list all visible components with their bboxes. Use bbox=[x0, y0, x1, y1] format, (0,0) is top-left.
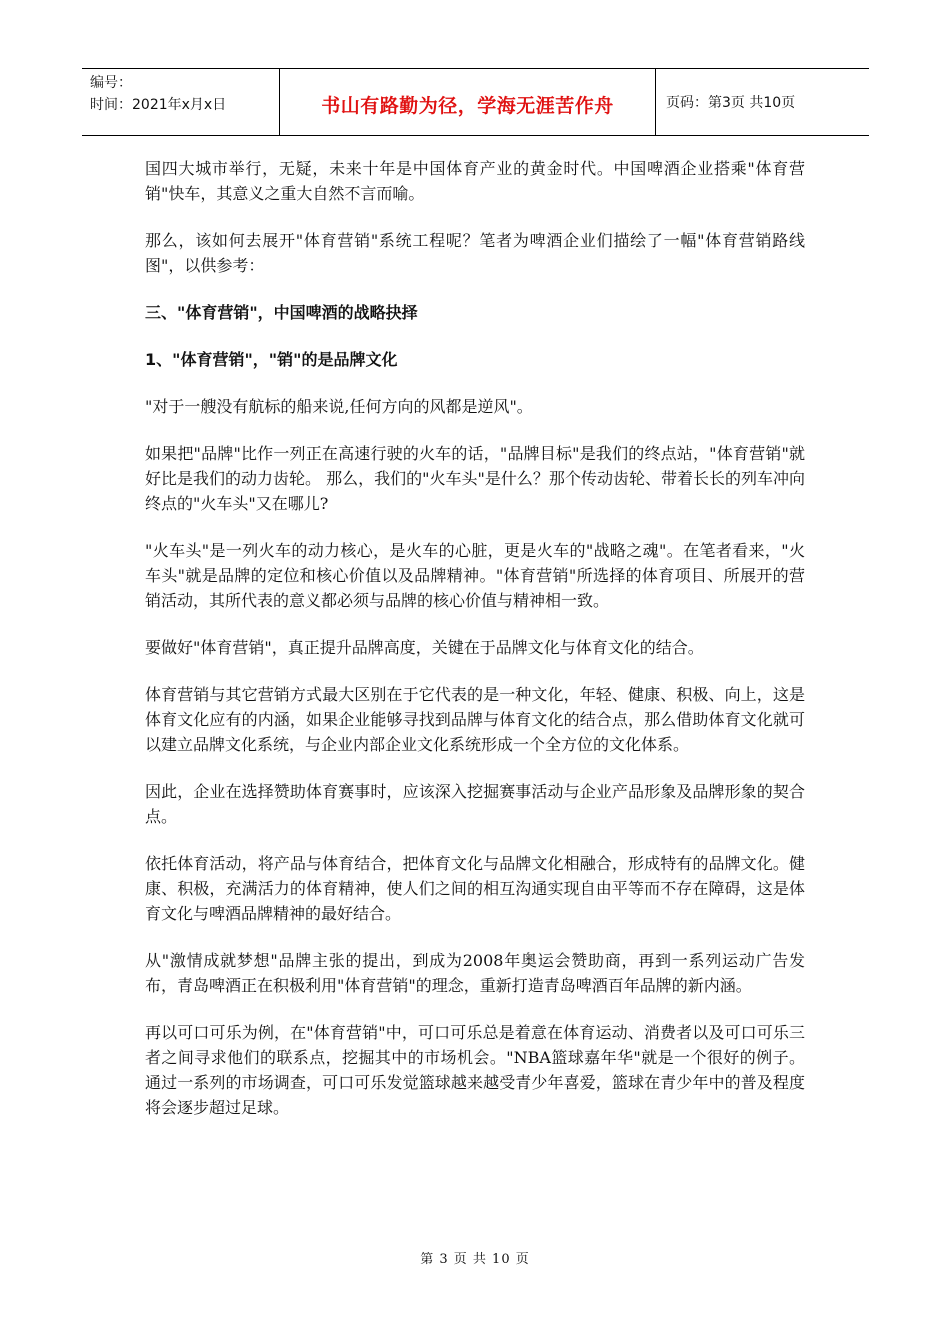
paragraph: 从"激情成就梦想"品牌主张的提出，到成为2008年奥运会赞助商，再到一系列运动广告发布，青岛啤酒正在积极利用"体育营销"的理念，重新打造青岛啤酒百年品牌的新内涵。 bbox=[145, 951, 805, 995]
header-motto-cell bbox=[280, 69, 656, 135]
document-body bbox=[145, 156, 805, 1142]
subsection-heading: 1、"体育营销"，"销"的是品牌文化 bbox=[145, 350, 398, 369]
header-page-info: 页码：第3页 共10页 bbox=[666, 95, 796, 111]
paragraph: 再以可口可乐为例，在"体育营销"中，可口可乐总是着意在体育运动、消费者以及可口可乐三者之间寻求他们的联系点，挖掘其中的市场机会。"NBA篮球嘉年华"就是一个很好的例子。通过一系列的市场调查，可口可乐发觉篮球越来越受青少年喜爱，篮球在青少年中的普及程度将会逐步超过足球。 bbox=[145, 1023, 805, 1117]
paragraph: 要做好"体育营销"，真正提升品牌高度，关键在于品牌文化与体育文化的结合。 bbox=[145, 638, 704, 657]
paragraph: 因此，企业在选择赞助体育赛事时，应该深入挖掘赛事活动与企业产品形象及品牌形象的契合点。 bbox=[145, 782, 805, 826]
paragraph: 如果把"品牌"比作一列正在高速行驶的火车的话，"品牌目标"是我们的终点站，"体育营销"就好比是我们的动力齿轮。 那么，我们的"火车头"是什么？那个传动齿轮、带着长长的列车冲向终点的"火车头"又在哪儿? bbox=[145, 444, 805, 513]
page-footer: 第 3 页 共 10 页 bbox=[420, 1252, 530, 1267]
page-header bbox=[82, 68, 869, 136]
document-time-label: 时间：2021年x月x日 bbox=[90, 97, 227, 113]
header-meta bbox=[82, 69, 280, 135]
header-page-info-cell bbox=[656, 69, 869, 135]
header-motto: 书山有路勤为径，学海无涯苦作舟 bbox=[321, 94, 614, 117]
paragraph: "火车头"是一列火车的动力核心，是火车的心脏，更是火车的"战略之魂"。在笔者看来，"火车头"就是品牌的定位和核心价值以及品牌精神。"体育营销"所选择的体育项目、所展开的营销活动，其所代表的意义都必须与品牌的核心价值与精神相一致。 bbox=[145, 541, 805, 610]
section-heading: 三、"体育营销"，中国啤酒的战略抉择 bbox=[145, 303, 418, 322]
paragraph: "对于一艘没有航标的船来说,任何方向的风都是逆风"。 bbox=[145, 397, 533, 416]
paragraph: 国四大城市举行，无疑，未来十年是中国体育产业的黄金时代。中国啤酒企业搭乘"体育营销"快车，其意义之重大自然不言而喻。 bbox=[145, 159, 805, 203]
document-number-label: 编号： bbox=[90, 75, 132, 91]
paragraph: 那么，该如何去展开"体育营销"系统工程呢？笔者为啤酒企业们描绘了一幅"体育营销路线图"，以供参考： bbox=[145, 231, 805, 275]
paragraph: 体育营销与其它营销方式最大区别在于它代表的是一种文化，年轻、健康、积极、向上，这是体育文化应有的内涵，如果企业能够寻找到品牌与体育文化的结合点，那么借助体育文化就可以建立品牌文化系统，与企业内部企业文化系统形成一个全方位的文化体系。 bbox=[145, 685, 805, 754]
paragraph: 依托体育活动，将产品与体育结合，把体育文化与品牌文化相融合，形成特有的品牌文化。健康、积极，充满活力的体育精神，使人们之间的相互沟通实现自由平等而不存在障碍，这是体育文化与啤酒品牌精神的最好结合。 bbox=[145, 854, 805, 923]
